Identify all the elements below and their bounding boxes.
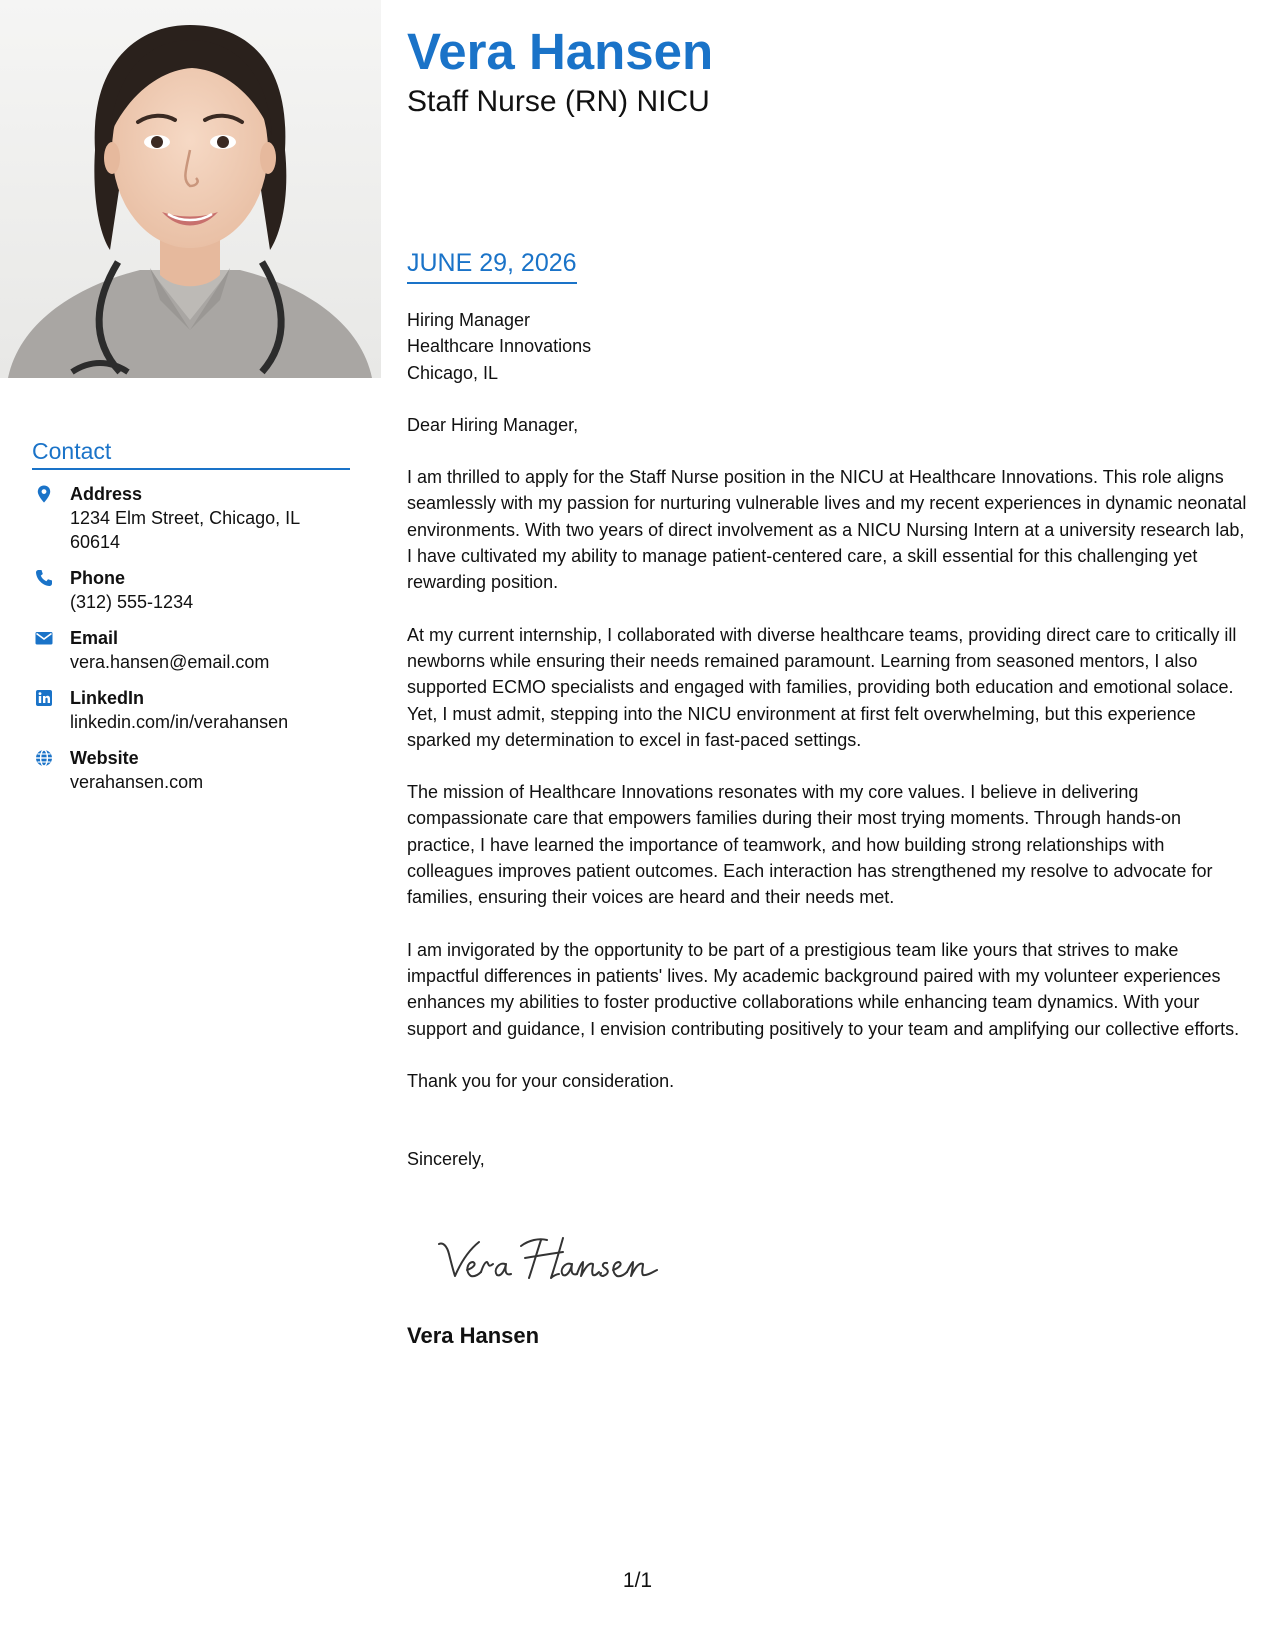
recipient-line: Healthcare Innovations bbox=[407, 336, 592, 357]
contact-value: 1234 Elm Street, Chicago, IL 60614 bbox=[70, 508, 300, 552]
contact-value[interactable]: linkedin.com/in/verahansen bbox=[70, 712, 289, 732]
contact-label: LinkedIn bbox=[70, 688, 145, 708]
contact-item-phone bbox=[32, 566, 350, 614]
sign-off: Sincerely, bbox=[407, 1149, 485, 1170]
job-title: Staff Nurse (RN) NICU bbox=[407, 85, 710, 118]
contact-value[interactable]: verahansen.com bbox=[70, 772, 204, 792]
letter-paragraph: At my current internship, I collaborated with diverse healthcare teams, providing direct care to critically ill newborns while ensuring their needs remained paramount. Learning from seasoned mentors, I also supported ECMO specialists and engaged with families, providing both education and emotional solace. Yet, I must admit, stepping into the NICU environment at first felt overwhelming, but this experience sparked my determination to excel in fast-paced settings. bbox=[407, 624, 1237, 750]
letter-paragraph: I am thrilled to apply for the Staff Nurse position in the NICU at Healthcare Innovations. This role aligns seamlessly with my passion for nurturing vulnerable lives and my recent experiences in dynamic neonatal environments. With two years of direct involvement as a NICU Nursing Intern at a university research lab, I have cultivated my ability to manage patient-centered care, a skill essential for this challenging yet rewarding position. bbox=[407, 467, 1247, 593]
contact-item-website bbox=[32, 746, 350, 794]
letter-date: JUNE 29, 2026 bbox=[407, 247, 577, 284]
applicant-name: Vera Hansen bbox=[407, 23, 714, 80]
contact-heading: Contact bbox=[32, 436, 350, 470]
contact-label: Email bbox=[70, 628, 119, 648]
salutation: Dear Hiring Manager, bbox=[407, 414, 579, 435]
contact-label: Website bbox=[70, 748, 139, 768]
page-number: 1/1 bbox=[622, 1569, 653, 1592]
phone-icon bbox=[34, 568, 54, 588]
recipient-line: Hiring Manager bbox=[407, 310, 531, 330]
contact-value[interactable]: (312) 555-1234 bbox=[70, 592, 194, 612]
contact-item-linkedin bbox=[32, 686, 350, 734]
location-pin-icon bbox=[34, 484, 54, 504]
globe-icon bbox=[34, 748, 54, 768]
contact-item-email bbox=[32, 626, 350, 674]
linkedin-icon bbox=[34, 688, 54, 708]
contact-item-address bbox=[32, 482, 350, 554]
letter-paragraph: The mission of Healthcare Innovations resonates with my core values. I believe in delivering compassionate care that empowers families during their most trying moments. Through hands-on practice, I have learned the importance of teamwork, and how building strong relationships with colleagues improves patient outcomes. Each interaction has strengthened my resolve to advocate for families, ensuring their voices are heard and their needs met. bbox=[407, 782, 1213, 908]
contact-label: Address bbox=[70, 484, 143, 504]
contact-label: Phone bbox=[70, 568, 126, 588]
signer-name: Vera Hansen bbox=[407, 1323, 540, 1348]
recipient-block bbox=[407, 307, 1250, 386]
letter-body bbox=[407, 307, 1250, 1172]
letter-paragraph: I am invigorated by the opportunity to be part of a prestigious team like yours that strives to make impactful differences in patients' lives. My academic background paired with my volunteer experiences enhances my abilities to foster productive collaborations while enhancing team dynamics. With your support and guidance, I envision contributing positively to your team and amplifying our collective efforts. bbox=[407, 939, 1240, 1039]
profile-photo bbox=[0, 0, 381, 378]
envelope-icon bbox=[34, 628, 54, 648]
recipient-line: Chicago, IL bbox=[407, 362, 499, 383]
closing-line: Thank you for your consideration. bbox=[407, 1070, 675, 1091]
contact-section bbox=[32, 436, 350, 806]
handwritten-signature bbox=[433, 1232, 673, 1292]
contact-value[interactable]: vera.hansen@email.com bbox=[70, 652, 270, 672]
